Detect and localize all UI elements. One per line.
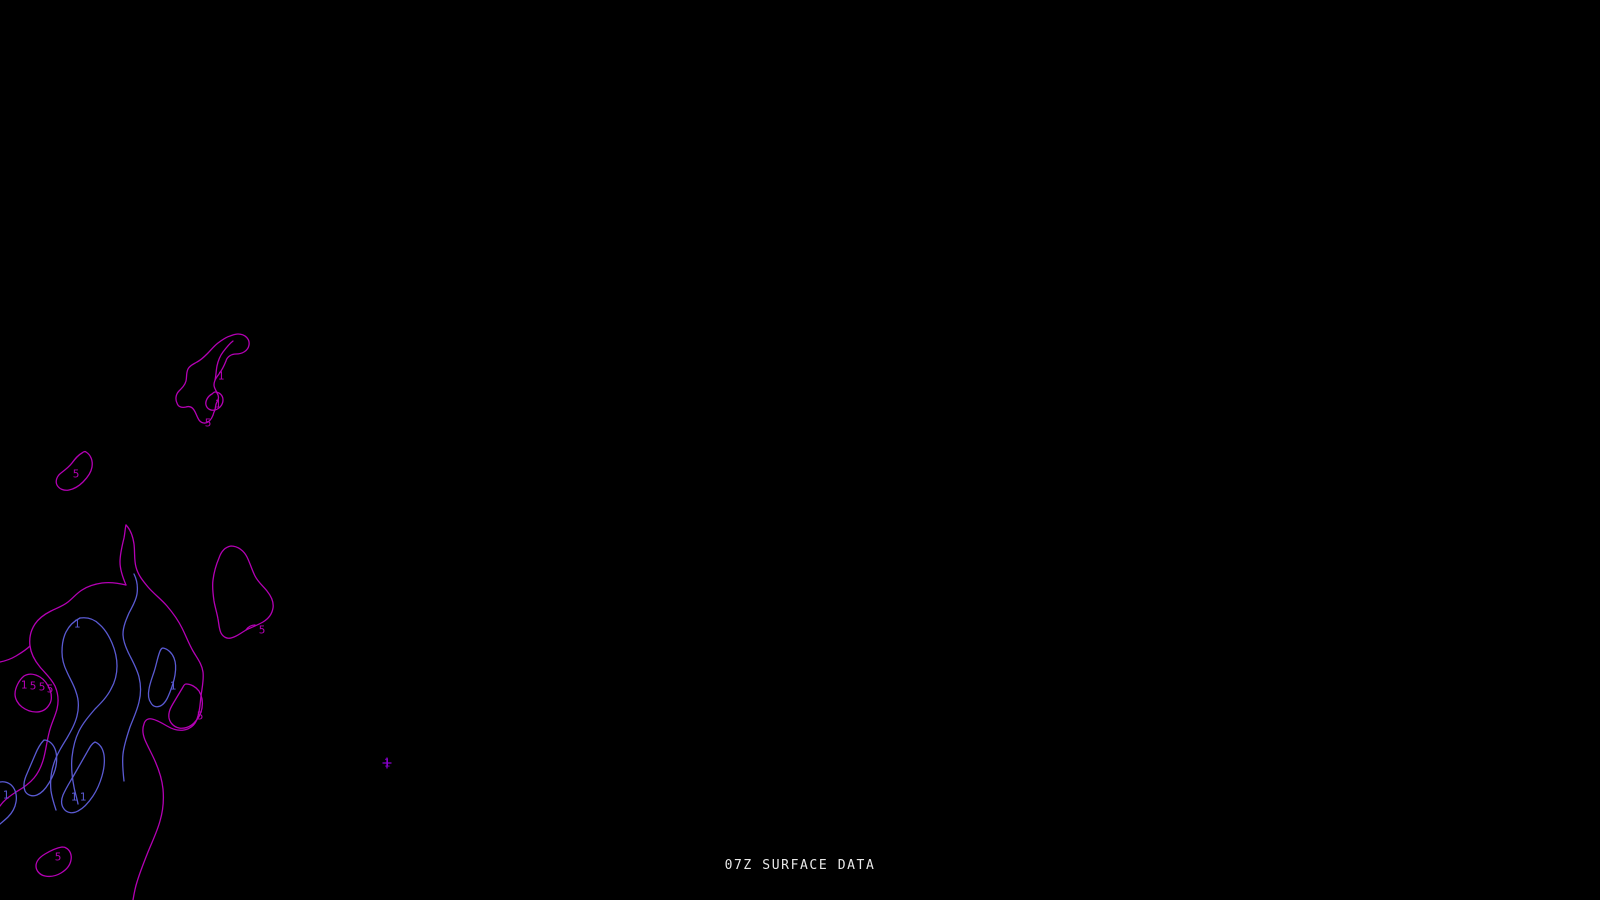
contour-label: 5 [46, 682, 54, 696]
contour-label: 5 [72, 467, 80, 481]
contour-label: 1 [383, 756, 391, 770]
contour-label: 1 [214, 397, 222, 411]
contour-label: 1 [73, 617, 81, 631]
contour-label: 5 [29, 679, 37, 693]
contour-label: 1 [70, 790, 78, 804]
contour-label: 5 [196, 709, 204, 723]
contour-label: 5 [204, 416, 212, 430]
contour-label: 5 [38, 680, 46, 694]
contour-label: 1 [217, 369, 225, 383]
contour-label: 5 [258, 623, 266, 637]
map-footer-title: 07Z SURFACE DATA [724, 858, 876, 873]
contour-label: 5 [54, 850, 62, 864]
contour-label: 1 [20, 678, 28, 692]
contour-label: 1 [169, 679, 177, 693]
contour-label: 1 [2, 788, 10, 802]
contour-label: 1 [79, 790, 87, 804]
